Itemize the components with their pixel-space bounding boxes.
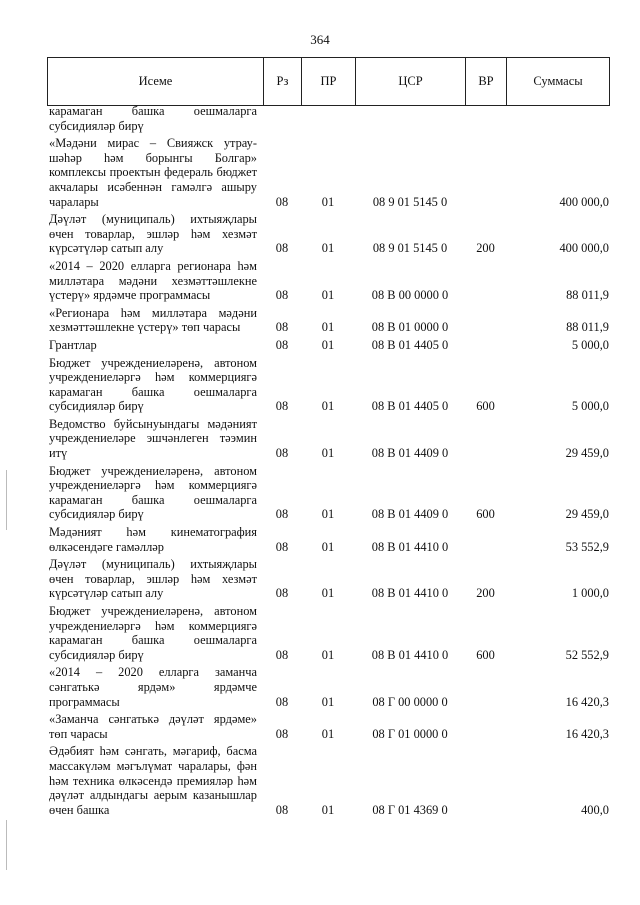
cell-pr: 01 — [321, 586, 335, 601]
cell-sum: 16 420,3 — [565, 726, 609, 741]
cell-csr: 08 В 01 4409 0 — [371, 507, 449, 522]
cell-vr — [465, 104, 506, 136]
column-header-sum: Суммасы — [507, 58, 610, 106]
cell-csr: 08 В 01 4410 0 — [371, 539, 449, 554]
cell-rz: 08 — [275, 194, 289, 209]
column-header-pr: ПР — [302, 58, 356, 106]
cell-name: Дәүләт (муниципаль) ихтыяҗлары өчен товарлар, эшләр һәм хезмәт күрсәтүләр сатып алу — [49, 557, 257, 601]
cell-vr: 600 — [476, 507, 495, 522]
cell-pr: 01 — [321, 647, 335, 662]
cell-name: Бюджет учреждениеләренә, автоном учреждениеләргә һәм коммерциягә карамаган башка оешмаларга субсидияләр бирү — [49, 355, 257, 414]
cell-csr: 08 Г 01 0000 0 — [372, 726, 448, 741]
table-row — [47, 338, 609, 356]
table-row — [47, 557, 609, 604]
cell-name: «2014 – 2020 елларга заманча сәнгатькә ярдәм» ярдәмче программасы — [49, 665, 257, 709]
cell-pr: 01 — [321, 320, 335, 335]
cell-sum: 88 011,9 — [566, 320, 609, 335]
cell-vr — [465, 338, 506, 356]
table-header — [47, 57, 610, 106]
table-row — [47, 212, 609, 259]
cell-pr: 01 — [321, 194, 335, 209]
cell-pr: 01 — [321, 241, 335, 256]
column-header-name: Исеме — [48, 58, 264, 106]
cell-name: «Регионара һәм милләтара мәдәни хезмәттәшлекне үстерү» төп чарасы — [49, 305, 257, 335]
cell-rz: 08 — [275, 320, 289, 335]
cell-name: Бюджет учреждениеләренә, автоном учреждениеләргә һәм коммерциягә карамаган башка оешмаларга субсидияләр бирү — [49, 463, 257, 522]
cell-csr: 08 В 01 4405 0 — [371, 337, 449, 352]
cell-rz: 08 — [275, 802, 289, 817]
cell-csr: 08 В 01 0000 0 — [371, 320, 449, 335]
table-row — [47, 417, 609, 464]
cell-pr: 01 — [321, 507, 335, 522]
cell-csr: 08 В 01 4405 0 — [371, 399, 449, 414]
column-header-rz: Рз — [264, 58, 302, 106]
cell-name: Грантлар — [49, 337, 97, 352]
cell-name: Әдәбият һәм сәнгать, мәгариф, басма массакүләм мәгълүмат чаралары, фән һәм техника өлкәсендә премияләр һәм дәүләт алдындагы аерым казанышлар өчен башка — [49, 744, 257, 817]
cell-pr: 01 — [321, 802, 335, 817]
table-row — [47, 136, 609, 212]
cell-rz: 08 — [275, 446, 289, 461]
table-row — [47, 744, 609, 820]
cell-csr: 08 В 01 4410 0 — [371, 586, 449, 601]
cell-sum: 1 000,0 — [571, 586, 609, 601]
cell-sum: 88 011,9 — [566, 288, 609, 303]
cell-pr — [301, 104, 355, 136]
cell-vr: 200 — [476, 586, 495, 601]
cell-csr: 08 Г 01 4369 0 — [372, 802, 448, 817]
cell-name: Ведомство буйсынуындагы мәдәният учреждениеләре эшчәнлеген тәэмин итү — [49, 416, 257, 461]
cell-csr: 08 9 01 5145 0 — [372, 241, 448, 256]
cell-sum: 52 552,9 — [565, 647, 609, 662]
scan-margin-mark — [6, 470, 7, 530]
cell-pr: 01 — [321, 399, 335, 414]
cell-name: «Заманча сәнгатькә дәүләт ярдәме» төп чарасы — [49, 712, 257, 741]
column-header-vr: ВР — [466, 58, 507, 106]
cell-rz: 08 — [275, 399, 289, 414]
cell-rz: 08 — [275, 288, 289, 303]
cell-csr — [355, 104, 465, 136]
cell-vr — [465, 136, 506, 212]
cell-vr: 600 — [476, 647, 495, 662]
cell-rz: 08 — [275, 694, 289, 709]
cell-sum: 400,0 — [581, 802, 609, 817]
cell-sum: 16 420,3 — [565, 694, 609, 709]
cell-name: Дәүләт (муниципаль) ихтыяҗлары өчен товарлар, эшләр һәм хезмәт күрсәтүләр сатып алу — [49, 212, 257, 256]
cell-vr — [465, 525, 506, 557]
cell-name: «2014 – 2020 елларга регионара һәм милләтара мәдәни хезмәттәшлекне үстерү» ярдәмче программасы — [49, 258, 257, 303]
cell-rz: 08 — [275, 586, 289, 601]
cell-csr: 08 В 00 0000 0 — [371, 288, 449, 303]
cell-vr — [465, 665, 506, 712]
table-row — [47, 604, 609, 665]
cell-name: «Мәдәни мирас – Свияжск утрау-шәһәр һәм борынгы Болгар» комплексы проектын федераль бюджет акчалары исәбеннән гамәлгә ашыру чаралары — [49, 136, 257, 209]
cell-csr: 08 В 01 4410 0 — [371, 647, 449, 662]
table-row — [47, 356, 609, 417]
cell-pr: 01 — [321, 694, 335, 709]
cell-vr: 200 — [476, 241, 495, 256]
cell-csr: 08 Г 00 0000 0 — [372, 694, 448, 709]
table-row — [47, 104, 609, 136]
scan-margin-mark — [6, 820, 7, 870]
cell-vr — [465, 712, 506, 744]
cell-rz: 08 — [275, 647, 289, 662]
cell-pr: 01 — [321, 446, 335, 461]
cell-sum: 29 459,0 — [565, 507, 609, 522]
column-header-csr: ЦСР — [356, 58, 466, 106]
cell-vr — [465, 417, 506, 464]
cell-rz — [263, 104, 301, 136]
table-row — [47, 525, 609, 557]
cell-sum: 400 000,0 — [559, 194, 609, 209]
cell-pr: 01 — [321, 726, 335, 741]
cell-name: Мәдәният һәм кинематография өлкәсендәге гамәлләр — [49, 525, 257, 554]
cell-csr: 08 9 01 5145 0 — [372, 194, 448, 209]
page-number: 364 — [310, 32, 330, 47]
cell-name: карамаган башка оешмаларга субсидияләр бирү — [49, 104, 257, 133]
cell-vr — [465, 744, 506, 820]
cell-csr: 08 В 01 4409 0 — [371, 446, 449, 461]
budget-table — [47, 104, 609, 820]
cell-sum: 400 000,0 — [559, 241, 609, 256]
cell-sum: 53 552,9 — [565, 539, 609, 554]
cell-sum: 29 459,0 — [565, 446, 609, 461]
cell-pr: 01 — [321, 337, 335, 352]
cell-rz: 08 — [275, 337, 289, 352]
cell-rz: 08 — [275, 241, 289, 256]
cell-name: Бюджет учреждениеләренә, автоном учреждениеләргә һәм коммерциягә карамаган башка оешмаларга субсидияләр бирү — [49, 604, 257, 662]
cell-pr: 01 — [321, 288, 335, 303]
cell-vr — [465, 259, 506, 306]
cell-vr: 600 — [476, 399, 495, 414]
cell-rz: 08 — [275, 539, 289, 554]
cell-sum — [506, 104, 609, 136]
table-row — [47, 712, 609, 744]
table-row — [47, 464, 609, 525]
table-row — [47, 259, 609, 306]
table-row — [47, 306, 609, 338]
cell-vr — [465, 306, 506, 338]
cell-rz: 08 — [275, 507, 289, 522]
cell-sum: 5 000,0 — [571, 337, 609, 352]
table-row — [47, 665, 609, 712]
cell-pr: 01 — [321, 539, 335, 554]
cell-rz: 08 — [275, 726, 289, 741]
cell-sum: 5 000,0 — [571, 399, 609, 414]
